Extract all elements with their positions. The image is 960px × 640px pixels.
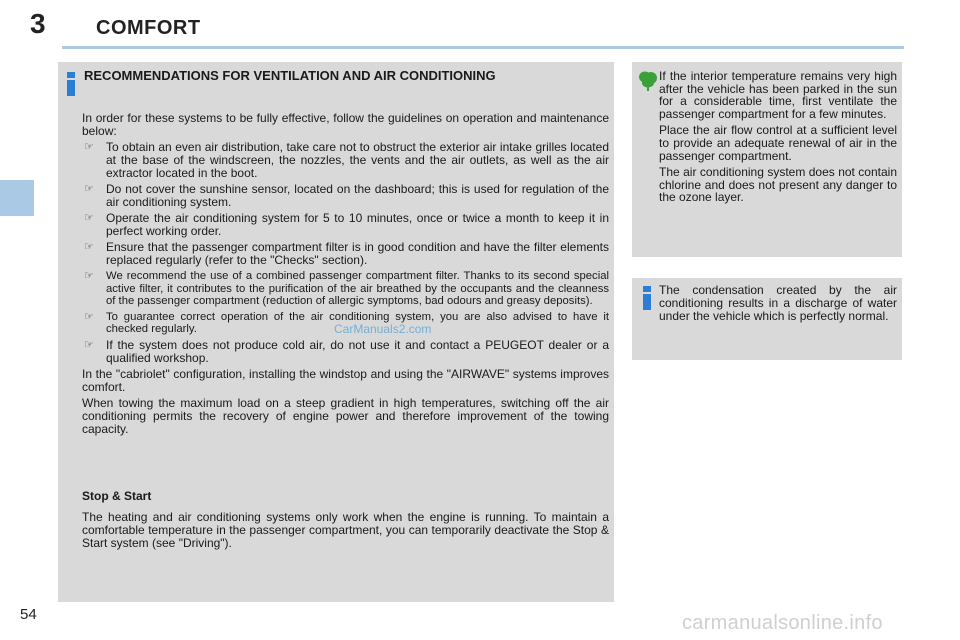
info-icon (642, 286, 652, 310)
list-item: ☞ To obtain an even air distribution, take care not to obstruct the exterior air intake grilles located at the base of the windscreen, the nozzles, the vents and the air outlets, as well as the air extractor located in the boot. (84, 140, 609, 180)
tip-paragraph: Place the air flow control at a sufficient level to provide an adequate renewal of air in the passenger compartment. (659, 123, 897, 163)
info-icon (66, 72, 76, 96)
site-watermark: carmanualsonline.info (682, 612, 883, 634)
watermark-overlay: CarManuals2.com (334, 322, 432, 336)
eco-tip-panel (632, 62, 902, 257)
list-item: ☞ Do not cover the sunshine sensor, located on the dashboard; this is used for regulation of the air conditioning system. (84, 182, 609, 209)
list-item: ☞ We recommend the use of a combined passenger compartment filter. Thanks to its second special active filter, it contributes to the purification of the air breathed by the occupants and the cleanness of the passenger compartment (reduction of allergic symptoms, bad odours and greasy deposits). (84, 270, 609, 308)
condensation-text: The condensation created by the air conditioning results in a discharge of water under the vehicle which is perfectly normal. (659, 283, 897, 323)
list-item: ☞ To guarantee correct operation of the air conditioning system, you are also advised to have it checked regularly. (84, 310, 609, 336)
tip-text (659, 70, 897, 208)
tip-paragraph: If the interior temperature remains very high after the vehicle has been parked in the sun for a considerable time, first ventilate the passenger compartment for a few minutes. (659, 69, 897, 121)
chapter-number: 3 (30, 8, 46, 39)
cabriolet-paragraph: In the "cabriolet" configuration, installing the windstop and using the "AIRWAVE" systems improves comfort. (82, 366, 609, 394)
chapter-title: COMFORT (96, 17, 201, 39)
tip-paragraph: The air conditioning system does not contain chlorine and does not present any danger to the ozone layer. (659, 165, 897, 205)
pointing-hand-icon: ☞ (84, 212, 94, 224)
pointing-hand-icon: ☞ (84, 270, 94, 282)
intro-paragraph: In order for these systems to be fully effective, follow the guidelines on operation and maintenance below: (82, 111, 609, 138)
condensation-info-panel (632, 278, 902, 360)
header-divider (62, 46, 904, 49)
pointing-hand-icon: ☞ (84, 141, 94, 153)
section-heading: RECOMMENDATIONS FOR VENTILATION AND AIR CONDITIONING (84, 68, 496, 83)
towing-paragraph: When towing the maximum load on a steep gradient in high temperatures, switching off the air conditioning permits the recovery of engine power and therefore improvement of the towing capacity. (82, 395, 609, 436)
pointing-hand-icon: ☞ (84, 310, 94, 323)
section-body (82, 112, 609, 439)
eco-leaf-icon (638, 70, 658, 92)
list-item: ☞ Operate the air conditioning system for 5 to 10 minutes, once or twice a month to keep it in perfect working order. (84, 211, 609, 238)
stop-start-section (82, 490, 609, 550)
list-item: ☞ If the system does not produce cold air, do not use it and contact a PEUGEOT dealer or a qualified workshop. (84, 337, 609, 365)
stop-start-text: The heating and air conditioning systems only work when the engine is running. To maintain a comfortable temperature in the passenger compartment, you can temporarily deactivate the Stop & Start system (see "Driving"). (82, 510, 609, 550)
list-item: ☞ Ensure that the passenger compartment filter is in good condition and have the filter elements replaced regularly (refer to the "Checks" section). (84, 240, 609, 267)
pointing-hand-icon: ☞ (84, 241, 94, 253)
pointing-hand-icon: ☞ (84, 338, 94, 351)
page-number: 54 (20, 606, 37, 623)
stop-start-title: Stop & Start (82, 489, 152, 503)
chapter-side-tab (0, 180, 34, 216)
pointing-hand-icon: ☞ (84, 183, 94, 195)
